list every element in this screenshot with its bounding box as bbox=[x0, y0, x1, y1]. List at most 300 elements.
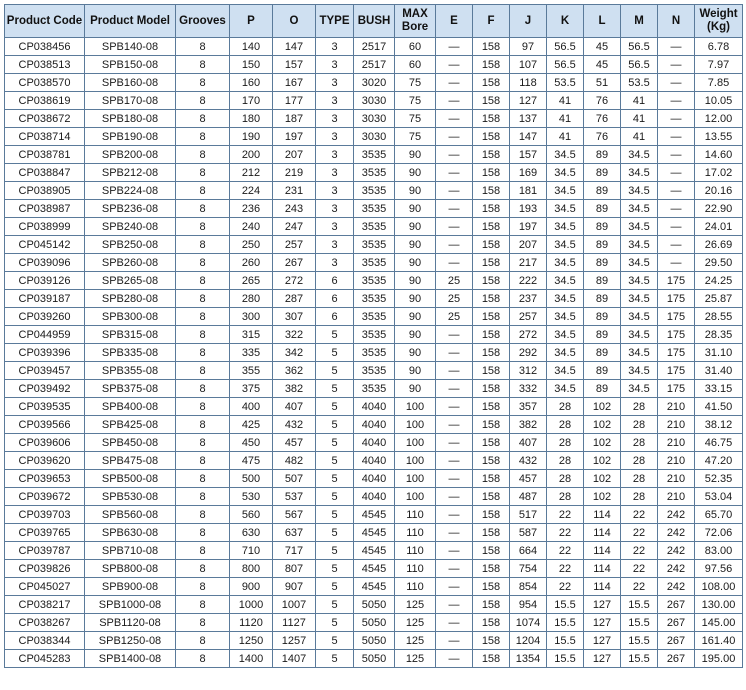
col-p-cell: 280 bbox=[230, 290, 273, 308]
col-j-cell: 312 bbox=[510, 362, 547, 380]
col-p-cell: 190 bbox=[230, 128, 273, 146]
col-p-cell: 300 bbox=[230, 308, 273, 326]
col-grooves-cell: 8 bbox=[176, 110, 230, 128]
col-m-cell: 28 bbox=[621, 434, 658, 452]
table-row bbox=[5, 632, 743, 650]
col-grooves-cell: 8 bbox=[176, 614, 230, 632]
col-type-cell: 3 bbox=[316, 254, 354, 272]
col-bush-cell: 3535 bbox=[354, 380, 395, 398]
col-max-bore-cell: 90 bbox=[395, 146, 436, 164]
col-max-bore-cell: 125 bbox=[395, 596, 436, 614]
col-product-code-cell: CP039787 bbox=[5, 542, 85, 560]
col-j-cell: 207 bbox=[510, 236, 547, 254]
col-l-cell: 102 bbox=[584, 398, 621, 416]
col-e-cell: — bbox=[436, 524, 473, 542]
col-o-cell: 807 bbox=[273, 560, 316, 578]
col-weight-cell: 26.69 bbox=[695, 236, 743, 254]
col-max-bore-cell: 60 bbox=[395, 56, 436, 74]
col-e-cell: — bbox=[436, 506, 473, 524]
col-max-bore-cell: 90 bbox=[395, 308, 436, 326]
col-l-cell: 127 bbox=[584, 596, 621, 614]
col-j-cell: 292 bbox=[510, 344, 547, 362]
col-weight-cell: 20.16 bbox=[695, 182, 743, 200]
table-row bbox=[5, 434, 743, 452]
col-product-code-cell: CP038513 bbox=[5, 56, 85, 74]
table-row bbox=[5, 200, 743, 218]
col-weight-cell: 6.78 bbox=[695, 38, 743, 56]
col-f-cell: 158 bbox=[473, 128, 510, 146]
col-max-bore-cell: 60 bbox=[395, 38, 436, 56]
col-product-model-cell: SPB1250-08 bbox=[85, 632, 176, 650]
col-m-cell: 15.5 bbox=[621, 596, 658, 614]
col-product-model-cell: SPB530-08 bbox=[85, 488, 176, 506]
col-o-cell: 482 bbox=[273, 452, 316, 470]
col-type-cell: 3 bbox=[316, 236, 354, 254]
col-type-cell: 6 bbox=[316, 290, 354, 308]
col-type-cell: 6 bbox=[316, 308, 354, 326]
col-product-code-cell: CP039396 bbox=[5, 344, 85, 362]
col-max-bore-cell: 110 bbox=[395, 506, 436, 524]
col-product-model-cell: SPB280-08 bbox=[85, 290, 176, 308]
col-l-cell: 76 bbox=[584, 128, 621, 146]
col-max-bore-cell: 100 bbox=[395, 470, 436, 488]
col-grooves-cell: 8 bbox=[176, 74, 230, 92]
col-type-cell: 3 bbox=[316, 110, 354, 128]
col-e-cell: — bbox=[436, 434, 473, 452]
col-weight-cell: 29.50 bbox=[695, 254, 743, 272]
table-row bbox=[5, 398, 743, 416]
col-f-cell: 158 bbox=[473, 200, 510, 218]
col-f-cell: 158 bbox=[473, 542, 510, 560]
col-type-cell: 5 bbox=[316, 470, 354, 488]
col-e-cell: 25 bbox=[436, 272, 473, 290]
table-row bbox=[5, 578, 743, 596]
col-max-bore-cell: 90 bbox=[395, 200, 436, 218]
col-type-cell: 5 bbox=[316, 560, 354, 578]
col-j-cell: 147 bbox=[510, 128, 547, 146]
col-product-model-cell: SPB800-08 bbox=[85, 560, 176, 578]
table-row bbox=[5, 290, 743, 308]
col-e-cell: — bbox=[436, 56, 473, 74]
col-o-cell: 342 bbox=[273, 344, 316, 362]
col-grooves-cell: 8 bbox=[176, 308, 230, 326]
col-m-cell: 22 bbox=[621, 560, 658, 578]
col-p-cell: 265 bbox=[230, 272, 273, 290]
col-n-cell: 242 bbox=[658, 542, 695, 560]
table-row bbox=[5, 506, 743, 524]
col-max-bore-cell: 75 bbox=[395, 128, 436, 146]
col-m-cell: 34.5 bbox=[621, 182, 658, 200]
col-bush-cell: 3535 bbox=[354, 272, 395, 290]
col-o-cell: 287 bbox=[273, 290, 316, 308]
col-p-cell: 500 bbox=[230, 470, 273, 488]
col-e-cell: — bbox=[436, 74, 473, 92]
col-m-cell: 15.5 bbox=[621, 614, 658, 632]
col-l-cell: 89 bbox=[584, 380, 621, 398]
col-e-cell: — bbox=[436, 110, 473, 128]
col-product-model-cell: SPB1400-08 bbox=[85, 650, 176, 668]
col-grooves-cell: 8 bbox=[176, 344, 230, 362]
col-l-cell: 89 bbox=[584, 254, 621, 272]
col-l-cell: 45 bbox=[584, 56, 621, 74]
col-max-bore-cell: 100 bbox=[395, 452, 436, 470]
table-row bbox=[5, 56, 743, 74]
table-row bbox=[5, 380, 743, 398]
col-n-cell: — bbox=[658, 92, 695, 110]
col-f-cell: 158 bbox=[473, 452, 510, 470]
col-f-cell: 158 bbox=[473, 218, 510, 236]
table-row bbox=[5, 128, 743, 146]
col-m-cell: 22 bbox=[621, 506, 658, 524]
col-l-cell: 114 bbox=[584, 560, 621, 578]
col-l-cell: 114 bbox=[584, 524, 621, 542]
col-grooves-cell: 8 bbox=[176, 578, 230, 596]
col-max-bore-cell: 100 bbox=[395, 398, 436, 416]
col-o-cell: 717 bbox=[273, 542, 316, 560]
col-j-cell: 954 bbox=[510, 596, 547, 614]
col-type-cell: 3 bbox=[316, 128, 354, 146]
col-max-bore-cell: 75 bbox=[395, 74, 436, 92]
col-p-cell: 355 bbox=[230, 362, 273, 380]
col-n-cell: 175 bbox=[658, 308, 695, 326]
col-max-bore-cell: 90 bbox=[395, 254, 436, 272]
col-product-code-cell: CP038456 bbox=[5, 38, 85, 56]
col-max-bore-cell: 110 bbox=[395, 524, 436, 542]
col-product-code-cell: CP039492 bbox=[5, 380, 85, 398]
col-weight-cell: 195.00 bbox=[695, 650, 743, 668]
col-p-cell: 140 bbox=[230, 38, 273, 56]
col-n-cell: 267 bbox=[658, 614, 695, 632]
col-k-cell: 15.5 bbox=[547, 596, 584, 614]
col-weight-cell: 65.70 bbox=[695, 506, 743, 524]
col-n-cell: 175 bbox=[658, 272, 695, 290]
col-product-model-cell: SPB335-08 bbox=[85, 344, 176, 362]
col-grooves-cell: 8 bbox=[176, 542, 230, 560]
col-bush-cell: 4545 bbox=[354, 542, 395, 560]
col-grooves-cell: 8 bbox=[176, 56, 230, 74]
col-p-cell: 475 bbox=[230, 452, 273, 470]
col-max-bore-cell: 90 bbox=[395, 380, 436, 398]
col-f-cell: 158 bbox=[473, 236, 510, 254]
col-m-cell: 28 bbox=[621, 416, 658, 434]
col-p-cell: 170 bbox=[230, 92, 273, 110]
col-l-cell: 89 bbox=[584, 146, 621, 164]
table-row bbox=[5, 308, 743, 326]
col-product-model-cell: SPB212-08 bbox=[85, 164, 176, 182]
col-o-cell: 407 bbox=[273, 398, 316, 416]
col-l-cell: 51 bbox=[584, 74, 621, 92]
col-e-cell: — bbox=[436, 398, 473, 416]
table-row bbox=[5, 542, 743, 560]
col-n-cell: 175 bbox=[658, 344, 695, 362]
col-max-bore-cell: 75 bbox=[395, 110, 436, 128]
col-bush-cell: 3535 bbox=[354, 218, 395, 236]
col-type-cell: 5 bbox=[316, 344, 354, 362]
col-l-cell: 127 bbox=[584, 650, 621, 668]
col-p-cell: 200 bbox=[230, 146, 273, 164]
col-product-model-cell: SPB315-08 bbox=[85, 326, 176, 344]
col-type-cell: 5 bbox=[316, 524, 354, 542]
col-grooves-cell: 8 bbox=[176, 38, 230, 56]
col-bush-cell: 4545 bbox=[354, 560, 395, 578]
col-n-cell: 210 bbox=[658, 416, 695, 434]
col-product-model-cell: SPB710-08 bbox=[85, 542, 176, 560]
col-bush-cell: 3535 bbox=[354, 326, 395, 344]
col-k-cell: 34.5 bbox=[547, 362, 584, 380]
col-n-cell: 267 bbox=[658, 596, 695, 614]
col-type-cell: 3 bbox=[316, 218, 354, 236]
col-product-model-cell: SPB375-08 bbox=[85, 380, 176, 398]
col-weight-cell: 28.55 bbox=[695, 308, 743, 326]
col-l-cell: 89 bbox=[584, 308, 621, 326]
col-product-code-cell: CP039126 bbox=[5, 272, 85, 290]
col-l-cell: 102 bbox=[584, 488, 621, 506]
col-k-cell: 28 bbox=[547, 434, 584, 452]
col-product-code-cell: CP038999 bbox=[5, 218, 85, 236]
col-l-cell: 89 bbox=[584, 344, 621, 362]
col-j-cell: 197 bbox=[510, 218, 547, 236]
col-l-cell: 89 bbox=[584, 272, 621, 290]
col-l-cell: 89 bbox=[584, 326, 621, 344]
col-k-cell: 34.5 bbox=[547, 308, 584, 326]
col-product-model-cell: SPB900-08 bbox=[85, 578, 176, 596]
col-bush-cell: 4545 bbox=[354, 524, 395, 542]
col-p-cell: 450 bbox=[230, 434, 273, 452]
col-product-model-cell: SPB190-08 bbox=[85, 128, 176, 146]
col-max-bore-cell: 90 bbox=[395, 182, 436, 200]
col-e-cell: — bbox=[436, 596, 473, 614]
col-max-bore-cell: 110 bbox=[395, 560, 436, 578]
col-product-code-cell: CP045142 bbox=[5, 236, 85, 254]
col-e-cell: — bbox=[436, 218, 473, 236]
col-m-cell: 41 bbox=[621, 92, 658, 110]
col-type-cell: 5 bbox=[316, 596, 354, 614]
col-m-cell: 22 bbox=[621, 542, 658, 560]
col-m-cell: 41 bbox=[621, 110, 658, 128]
col-type-cell: 3 bbox=[316, 200, 354, 218]
col-o-cell: 907 bbox=[273, 578, 316, 596]
col-j-cell: 137 bbox=[510, 110, 547, 128]
col-product-model-cell: SPB250-08 bbox=[85, 236, 176, 254]
col-f-cell: 158 bbox=[473, 308, 510, 326]
col-product-code-cell: CP039703 bbox=[5, 506, 85, 524]
col-j-cell: 97 bbox=[510, 38, 547, 56]
col-bush-cell: 3535 bbox=[354, 236, 395, 254]
col-product-code-cell: CP039457 bbox=[5, 362, 85, 380]
col-max-bore-cell: 110 bbox=[395, 542, 436, 560]
col-grooves-cell: 8 bbox=[176, 596, 230, 614]
col-j-cell: 181 bbox=[510, 182, 547, 200]
col-n-cell: 242 bbox=[658, 524, 695, 542]
col-type-cell: 5 bbox=[316, 398, 354, 416]
col-p-cell: 180 bbox=[230, 110, 273, 128]
col-bush-cell: 5050 bbox=[354, 596, 395, 614]
col-o-cell: 247 bbox=[273, 218, 316, 236]
col-f-cell: 158 bbox=[473, 56, 510, 74]
col-weight-cell: 145.00 bbox=[695, 614, 743, 632]
col-f-cell: 158 bbox=[473, 344, 510, 362]
col-l-cell: 127 bbox=[584, 614, 621, 632]
col-weight-cell: 161.40 bbox=[695, 632, 743, 650]
col-max-bore-cell: 110 bbox=[395, 578, 436, 596]
col-k-cell: 28 bbox=[547, 416, 584, 434]
col-weight-cell: 72.06 bbox=[695, 524, 743, 542]
col-product-model-cell: SPB475-08 bbox=[85, 452, 176, 470]
col-f-header: F bbox=[473, 5, 510, 38]
col-e-cell: — bbox=[436, 488, 473, 506]
col-max-bore-cell: 90 bbox=[395, 344, 436, 362]
col-type-cell: 5 bbox=[316, 416, 354, 434]
col-n-cell: 242 bbox=[658, 578, 695, 596]
col-product-model-cell: SPB240-08 bbox=[85, 218, 176, 236]
col-max-bore-cell: 90 bbox=[395, 362, 436, 380]
col-product-code-cell: CP038672 bbox=[5, 110, 85, 128]
col-k-cell: 28 bbox=[547, 398, 584, 416]
col-max-bore-cell: 90 bbox=[395, 272, 436, 290]
col-grooves-cell: 8 bbox=[176, 164, 230, 182]
col-n-cell: 210 bbox=[658, 434, 695, 452]
col-type-cell: 3 bbox=[316, 146, 354, 164]
col-m-cell: 56.5 bbox=[621, 38, 658, 56]
col-weight-cell: 47.20 bbox=[695, 452, 743, 470]
col-max-bore-header: MAX Bore bbox=[395, 5, 436, 38]
col-j-cell: 272 bbox=[510, 326, 547, 344]
col-product-model-cell: SPB260-08 bbox=[85, 254, 176, 272]
col-m-cell: 22 bbox=[621, 578, 658, 596]
col-k-header: K bbox=[547, 5, 584, 38]
col-f-cell: 158 bbox=[473, 560, 510, 578]
col-product-model-cell: SPB160-08 bbox=[85, 74, 176, 92]
col-k-cell: 34.5 bbox=[547, 290, 584, 308]
col-o-cell: 507 bbox=[273, 470, 316, 488]
table-row bbox=[5, 254, 743, 272]
col-p-cell: 1000 bbox=[230, 596, 273, 614]
col-grooves-cell: 8 bbox=[176, 470, 230, 488]
col-product-model-cell: SPB425-08 bbox=[85, 416, 176, 434]
col-type-cell: 3 bbox=[316, 164, 354, 182]
col-type-cell: 3 bbox=[316, 38, 354, 56]
col-j-cell: 217 bbox=[510, 254, 547, 272]
col-bush-cell: 2517 bbox=[354, 56, 395, 74]
col-weight-cell: 83.00 bbox=[695, 542, 743, 560]
col-product-code-cell: CP038847 bbox=[5, 164, 85, 182]
col-product-code-cell: CP038987 bbox=[5, 200, 85, 218]
col-o-cell: 257 bbox=[273, 236, 316, 254]
col-bush-cell: 4545 bbox=[354, 506, 395, 524]
col-grooves-cell: 8 bbox=[176, 416, 230, 434]
col-o-cell: 1257 bbox=[273, 632, 316, 650]
col-grooves-cell: 8 bbox=[176, 290, 230, 308]
col-m-cell: 34.5 bbox=[621, 344, 658, 362]
col-j-header: J bbox=[510, 5, 547, 38]
col-m-cell: 34.5 bbox=[621, 254, 658, 272]
col-type-cell: 5 bbox=[316, 326, 354, 344]
col-grooves-cell: 8 bbox=[176, 218, 230, 236]
table-row bbox=[5, 650, 743, 668]
col-grooves-cell: 8 bbox=[176, 146, 230, 164]
col-p-cell: 335 bbox=[230, 344, 273, 362]
col-l-header: L bbox=[584, 5, 621, 38]
col-f-cell: 158 bbox=[473, 488, 510, 506]
col-bush-cell: 3535 bbox=[354, 290, 395, 308]
table-row bbox=[5, 524, 743, 542]
col-product-model-cell: SPB224-08 bbox=[85, 182, 176, 200]
col-n-cell: 175 bbox=[658, 290, 695, 308]
col-j-cell: 257 bbox=[510, 308, 547, 326]
col-product-code-cell: CP044959 bbox=[5, 326, 85, 344]
col-f-cell: 158 bbox=[473, 596, 510, 614]
table-row bbox=[5, 74, 743, 92]
col-k-cell: 34.5 bbox=[547, 380, 584, 398]
col-p-cell: 224 bbox=[230, 182, 273, 200]
col-grooves-cell: 8 bbox=[176, 92, 230, 110]
col-type-header: TYPE bbox=[316, 5, 354, 38]
col-n-cell: — bbox=[658, 236, 695, 254]
col-weight-cell: 7.97 bbox=[695, 56, 743, 74]
col-n-cell: 210 bbox=[658, 398, 695, 416]
col-j-cell: 587 bbox=[510, 524, 547, 542]
col-e-cell: — bbox=[436, 146, 473, 164]
table-row bbox=[5, 236, 743, 254]
col-type-cell: 3 bbox=[316, 56, 354, 74]
col-o-cell: 1127 bbox=[273, 614, 316, 632]
col-n-cell: — bbox=[658, 146, 695, 164]
col-product-code-cell: CP045027 bbox=[5, 578, 85, 596]
col-type-cell: 5 bbox=[316, 632, 354, 650]
col-o-cell: 382 bbox=[273, 380, 316, 398]
col-n-cell: — bbox=[658, 128, 695, 146]
col-j-cell: 1074 bbox=[510, 614, 547, 632]
col-m-cell: 56.5 bbox=[621, 56, 658, 74]
col-max-bore-cell: 100 bbox=[395, 434, 436, 452]
col-type-cell: 5 bbox=[316, 506, 354, 524]
col-l-cell: 102 bbox=[584, 452, 621, 470]
table-row bbox=[5, 272, 743, 290]
col-type-cell: 6 bbox=[316, 272, 354, 290]
col-m-cell: 34.5 bbox=[621, 380, 658, 398]
col-l-cell: 89 bbox=[584, 182, 621, 200]
col-p-cell: 1250 bbox=[230, 632, 273, 650]
col-j-cell: 754 bbox=[510, 560, 547, 578]
col-product-code-header: Product Code bbox=[5, 5, 85, 38]
col-p-cell: 1120 bbox=[230, 614, 273, 632]
col-e-cell: 25 bbox=[436, 308, 473, 326]
col-grooves-cell: 8 bbox=[176, 128, 230, 146]
col-weight-cell: 53.04 bbox=[695, 488, 743, 506]
col-bush-cell: 5050 bbox=[354, 632, 395, 650]
col-p-cell: 710 bbox=[230, 542, 273, 560]
col-bush-cell: 4040 bbox=[354, 470, 395, 488]
col-l-cell: 89 bbox=[584, 218, 621, 236]
col-max-bore-cell: 125 bbox=[395, 650, 436, 668]
col-n-cell: 242 bbox=[658, 506, 695, 524]
col-p-cell: 425 bbox=[230, 416, 273, 434]
col-product-code-cell: CP038905 bbox=[5, 182, 85, 200]
col-max-bore-cell: 90 bbox=[395, 236, 436, 254]
col-p-cell: 212 bbox=[230, 164, 273, 182]
col-k-cell: 22 bbox=[547, 560, 584, 578]
col-l-cell: 114 bbox=[584, 578, 621, 596]
col-m-cell: 28 bbox=[621, 452, 658, 470]
col-grooves-cell: 8 bbox=[176, 560, 230, 578]
col-m-cell: 34.5 bbox=[621, 236, 658, 254]
table-row bbox=[5, 560, 743, 578]
col-product-code-cell: CP038267 bbox=[5, 614, 85, 632]
col-o-cell: 147 bbox=[273, 38, 316, 56]
col-k-cell: 22 bbox=[547, 524, 584, 542]
col-l-cell: 127 bbox=[584, 632, 621, 650]
col-j-cell: 107 bbox=[510, 56, 547, 74]
